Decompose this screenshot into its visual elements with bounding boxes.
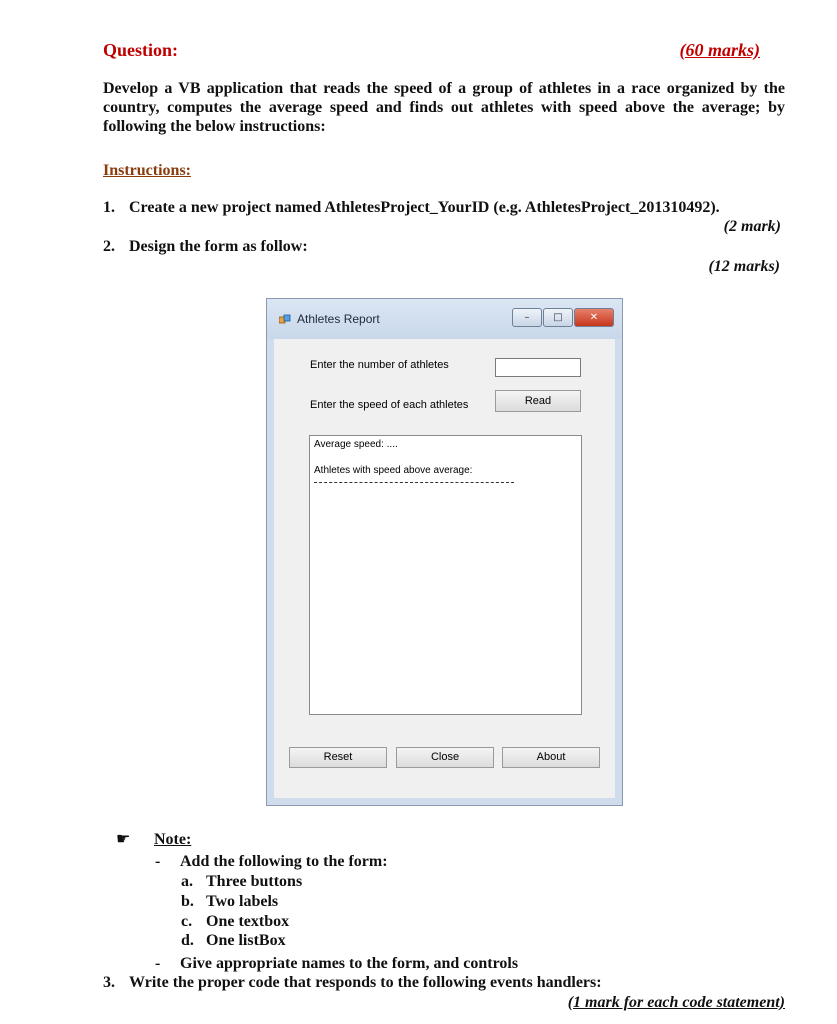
step-3-mark: (1 mark for each code statement) [567,994,785,1011]
note-text: One textbox [206,913,290,930]
label-speed-of-athletes: Enter the speed of each athletes [310,399,469,411]
form-client-area [274,339,615,798]
maximize-button[interactable]: □ [543,308,573,327]
list-item: Average speed: .... [314,439,398,450]
label-number-of-athletes: Enter the number of athletes [310,359,449,371]
results-listbox[interactable] [309,435,582,715]
note-item [181,873,302,891]
note-item [181,893,278,911]
about-button[interactable]: About [502,747,600,768]
note-text: One listBox [206,932,286,949]
reset-button[interactable]: Reset [289,747,387,768]
step-text: Create a new project named AthletesProject_YourID (e.g. AthletesProject_201310492). [129,199,720,216]
step-text: Design the form as follow: [129,238,308,255]
note-text: Add the following to the form: [180,853,388,870]
window-title: Athletes Report [297,312,380,326]
instructions-heading: Instructions: [103,162,192,179]
note-heading: Note: [154,831,192,848]
note-text: Give appropriate names to the form, and controls [180,955,519,972]
note-marker: c. [181,913,193,930]
total-marks: (60 marks) [679,40,760,60]
step-number: 2. [103,238,115,255]
question-heading: Question: [103,40,179,60]
note-text: Two labels [206,893,279,910]
step-number: 1. [103,199,115,216]
note-marker: a. [181,873,193,890]
note-marker: - [155,955,161,972]
step-1-mark: (2 mark) [723,218,781,235]
note-item [155,853,388,871]
step-1 [103,199,720,217]
step-number: 3. [103,974,115,991]
form-app-icon [279,314,291,326]
list-separator [314,482,514,483]
athletes-count-textbox[interactable] [495,358,581,377]
note-marker: b. [181,893,194,910]
note-item [181,932,286,950]
note-marker: d. [181,932,194,949]
window-titlebar [267,299,622,339]
close-button[interactable]: Close [396,747,494,768]
note-item [181,913,289,931]
step-3 [103,974,602,992]
step-text: Write the proper code that responds to the following events handlers: [129,974,602,991]
pointing-hand-icon: ☛ [116,831,131,848]
note-marker: - [155,853,161,870]
minimize-button[interactable]: – [512,308,542,327]
close-window-button[interactable]: ✕ [574,308,614,327]
note-text: Three buttons [206,873,303,890]
read-button[interactable]: Read [495,390,581,412]
athletes-report-window [266,298,623,806]
intro-paragraph: Develop a VB application that reads the speed of a group of athletes in a race organized by the country, computes the average speed and finds out athletes with speed above the average; by following the below instructions: [103,80,785,135]
step-2 [103,238,308,256]
step-2-mark: (12 marks) [708,258,780,275]
note-item [155,955,518,973]
list-item: Athletes with speed above average: [314,465,473,476]
